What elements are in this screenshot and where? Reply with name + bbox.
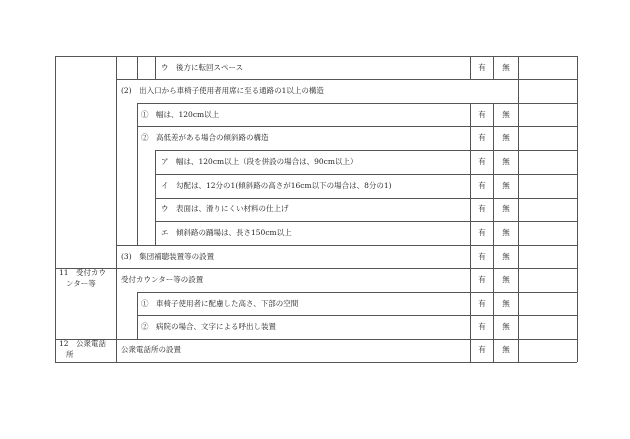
rule [137,103,138,245]
rule [577,56,578,362]
rule [55,56,577,57]
rule [518,56,519,362]
section-label: 12 公衆電話 [59,339,107,348]
no-cell: 無 [502,299,510,308]
row-label: ① 車椅子使用者に配慮した高さ、下部の空間 [141,299,299,308]
section-label: 11 受付カウ [59,268,107,277]
yes-cell: 有 [478,181,486,190]
yes-cell: 有 [478,110,486,119]
row-label: 公衆電話所の設置 [121,345,181,354]
no-cell: 無 [502,275,510,284]
rule [155,198,577,199]
row-label: ② 病院の場合、文字による呼出し装置 [141,322,276,331]
rule [55,268,577,269]
rule [137,103,577,104]
section-label: 所 [66,350,74,359]
yes-cell: 有 [478,157,486,166]
no-cell: 無 [502,63,510,72]
rule [137,56,138,79]
rule [137,292,138,339]
rule [55,339,577,340]
rule [137,292,577,293]
rule [55,362,577,363]
no-cell: 無 [502,181,510,190]
row-label: ウ 表面は、滑りにくい材料の仕上げ [161,204,289,213]
row-label: ウ 後方に転回スペース [161,63,244,72]
row-label: ① 幅は、120cm以上 [141,110,220,119]
yes-cell: 有 [478,345,486,354]
row-label: ② 高低差がある場合の傾斜路の構造 [141,133,269,142]
rule [155,221,577,222]
rule [155,150,156,245]
rule [137,315,577,316]
no-cell: 無 [502,252,510,261]
yes-cell: 有 [478,228,486,237]
yes-cell: 有 [478,204,486,213]
rule [55,56,56,362]
row-label: エ 傾斜路の踊場は、長さ150cm以上 [161,228,292,237]
rule [155,174,577,175]
yes-cell: 有 [478,275,486,284]
yes-cell: 有 [478,322,486,331]
row-label: イ 勾配は、12分の1(傾斜路の高さが16cm以下の場合は、8分の1) [161,181,392,190]
row-label: ア 幅は、120cm以上（段を併設の場合は、90cm以上） [161,157,358,166]
rule [116,56,117,362]
yes-cell: 有 [478,252,486,261]
rule [137,126,577,127]
yes-cell: 有 [478,133,486,142]
rule [116,245,577,246]
no-cell: 無 [502,322,510,331]
no-cell: 無 [502,133,510,142]
row-label: (3) 集団補聴装置等の設置 [121,252,215,261]
no-cell: 無 [502,110,510,119]
section-label: ンター等 [66,279,96,288]
no-cell: 無 [502,204,510,213]
rule [155,150,577,151]
yes-cell: 有 [478,299,486,308]
no-cell: 無 [502,228,510,237]
yes-cell: 有 [478,63,486,72]
row-label: (2) 出入口から車椅子使用者用席に至る通路の1以上の構造 [121,86,324,95]
row-label: 受付カウンター等の設置 [121,275,204,284]
rule [155,56,156,79]
no-cell: 無 [502,157,510,166]
rule [116,79,577,80]
no-cell: 無 [502,345,510,354]
